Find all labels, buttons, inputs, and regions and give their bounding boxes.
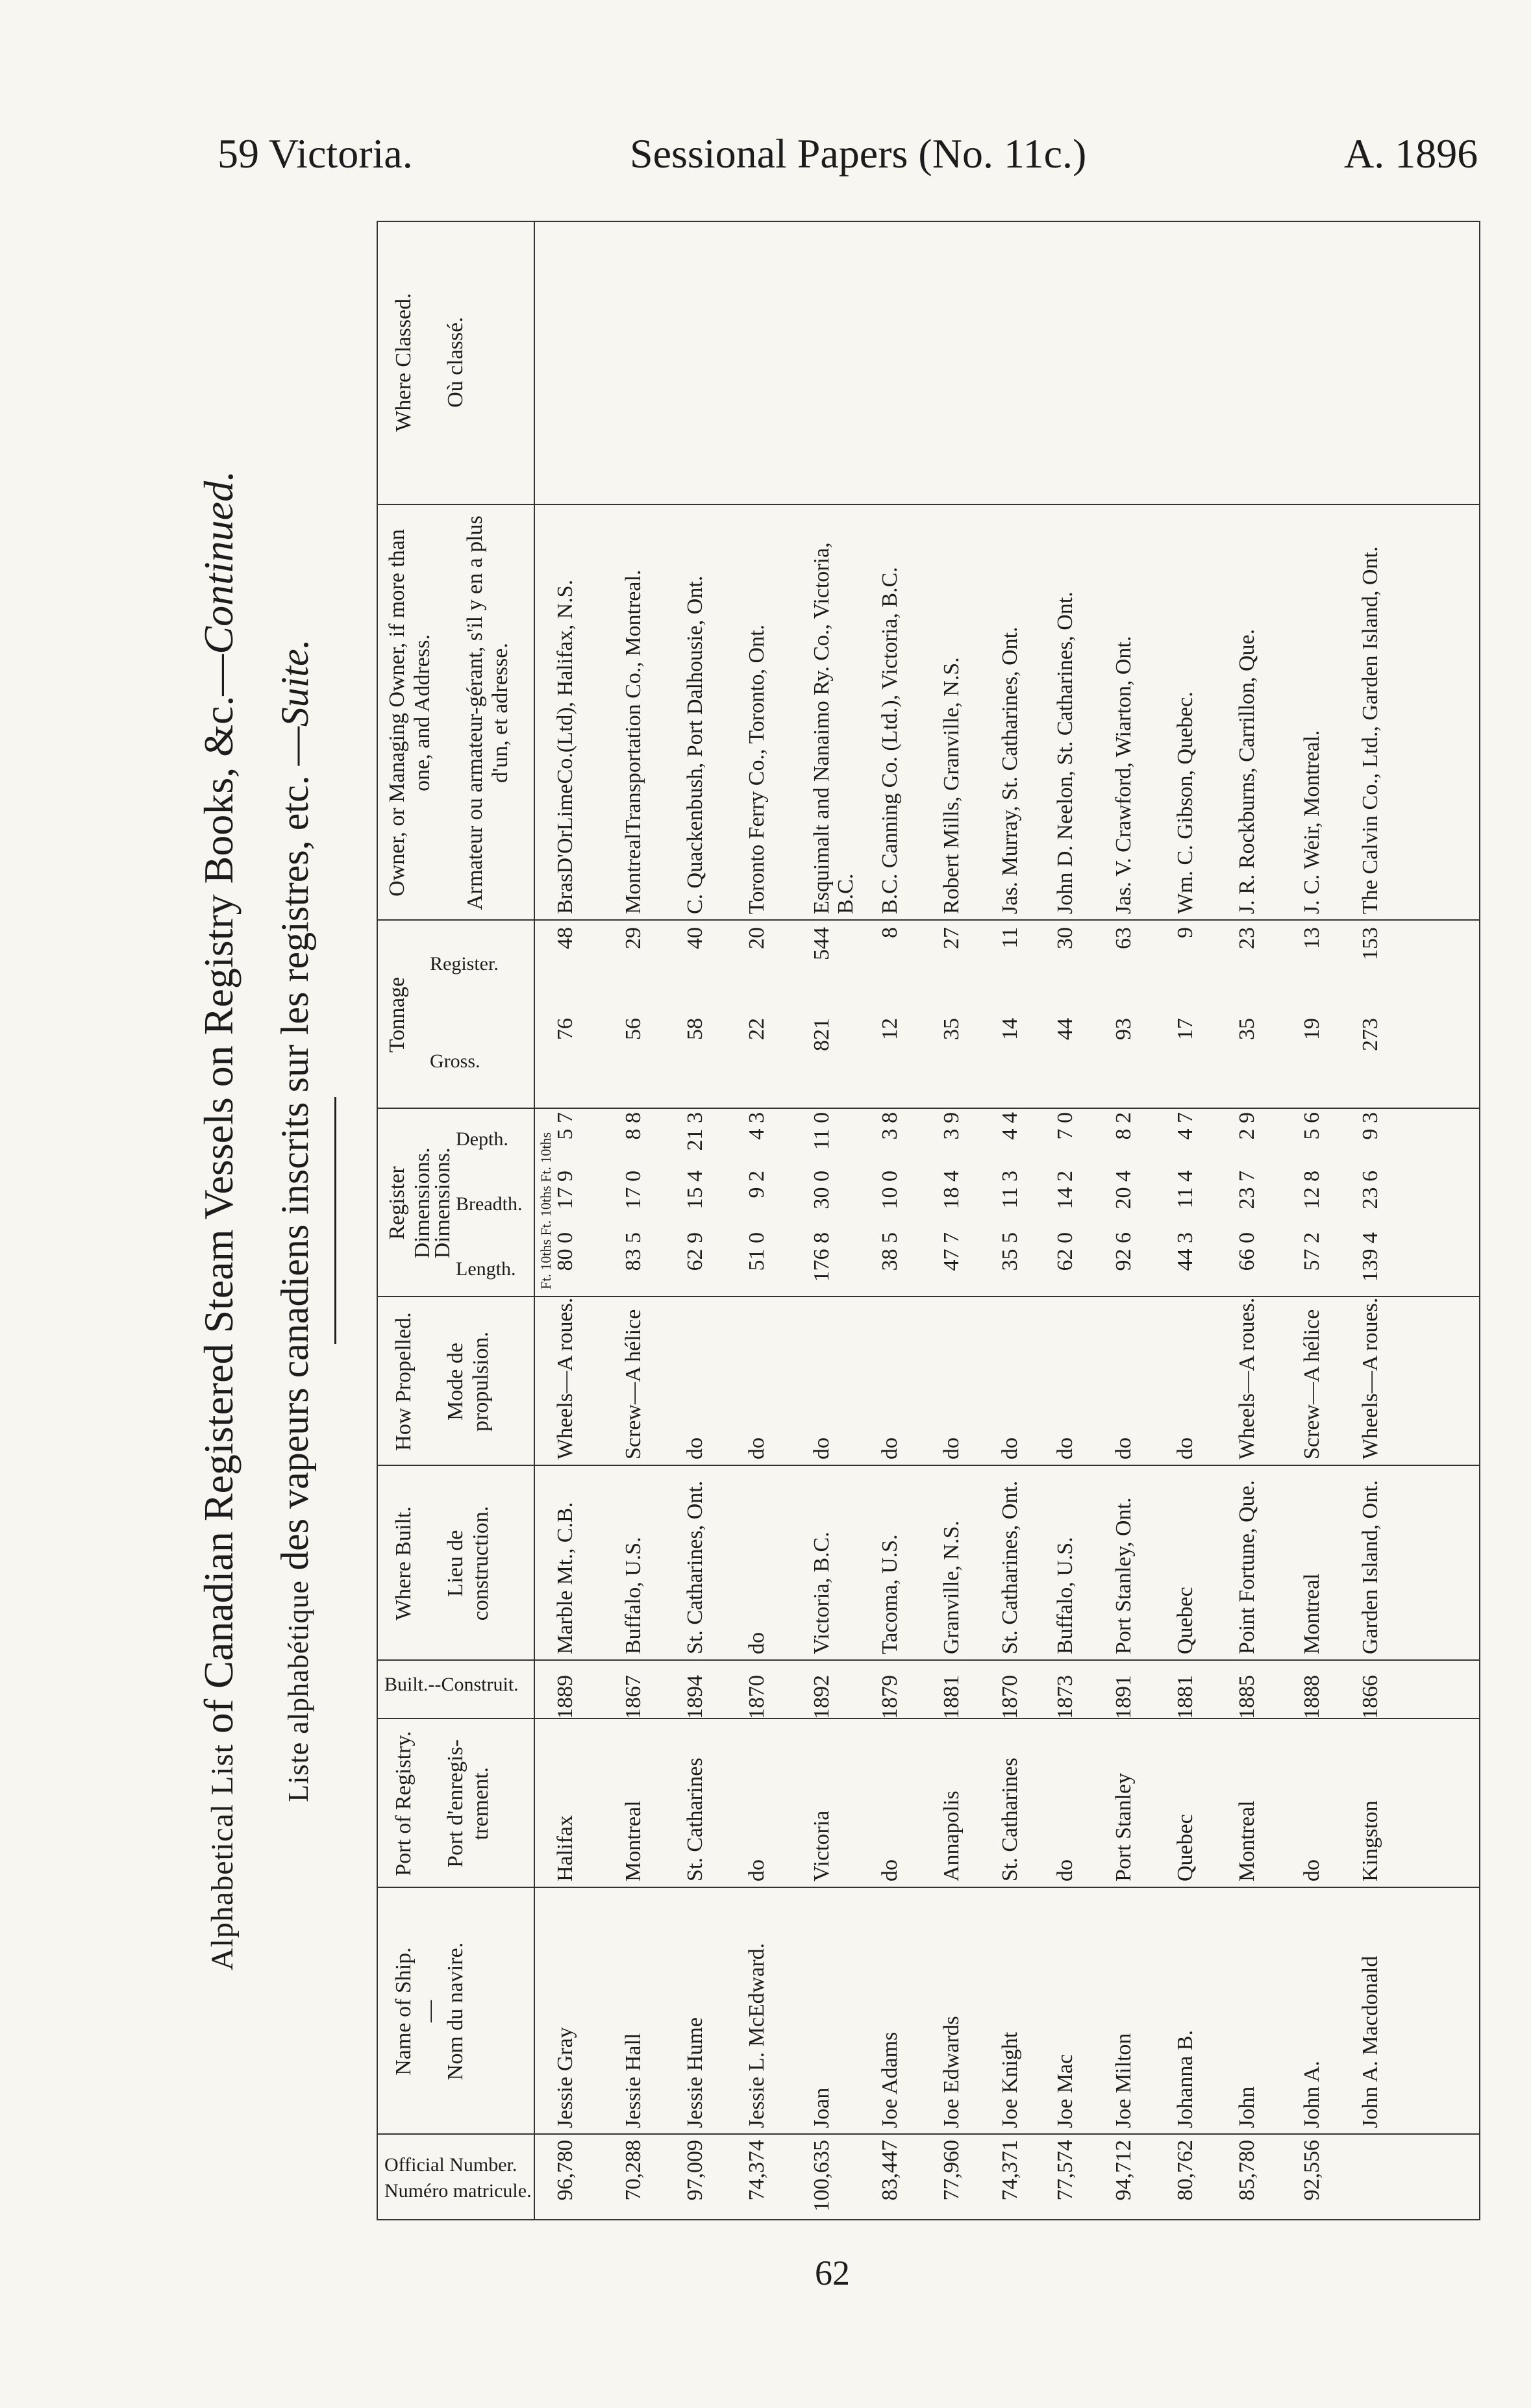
cell-where-built: Buffalo, U.S. [621,1537,645,1654]
vessel-table [377,221,1480,2220]
cell-where-built: Buffalo, U.S. [1053,1537,1077,1654]
cell-official-number: 92,556 [1300,2140,1324,2201]
cell-official-number: 85,780 [1235,2140,1259,2201]
header-dash: — [417,2000,442,2022]
cell-depth: 9 3 [1358,1112,1382,1140]
cell-ship-name: Jessie Hall [621,2033,645,2128]
cell-official-number: 83,447 [878,2140,902,2201]
cell-official-number: 100,635 [810,2140,834,2212]
cell-where-built: St. Catharines, Ont. [998,1480,1022,1654]
cell-owner: Jas. Murray, St. Catharines, Ont. [998,627,1022,914]
header-classed: Where Classed. [392,293,416,432]
cell-owner: C. Quackenbush, Port Dalhousie, Ont. [683,575,707,914]
col-divider [378,1108,1479,1109]
cell-breadth: 17 0 [621,1171,645,1210]
cell-propulsion: do [940,1437,964,1459]
cell-depth: 2 9 [1235,1112,1259,1140]
header-name: Name of Ship. [392,1947,416,2076]
cell-length: 47 7 [940,1232,964,1271]
cell-owner: J. R. Rockburns, Carrillon, Que. [1235,628,1259,914]
cell-register: 40 [683,927,707,949]
cell-port: do [745,1859,769,1881]
cell-where-built: Montreal [1300,1573,1324,1654]
cell-length: 35 5 [998,1232,1022,1271]
header-propelled: How Propelled. [392,1312,416,1451]
header-where-built: Where Built. [392,1506,416,1620]
cell-official-number: 77,960 [940,2140,964,2201]
cell-owner: B.C. Canning Co. (Ltd.), Victoria, B.C. [878,567,902,914]
cell-official-number: 70,288 [621,2140,645,2201]
cell-port: do [878,1859,902,1881]
cell-propulsion: do [683,1437,707,1459]
cell-port: Annapolis [940,1791,964,1881]
cell-propulsion: do [1053,1437,1077,1459]
cell-port: St. Catharines [998,1757,1022,1881]
subtitle-suite: Suite. [273,639,316,727]
cell-breadth: 30 0 [810,1171,834,1210]
cell-gross: 93 [1112,1018,1136,1040]
cell-breadth: 14 2 [1053,1171,1077,1210]
cell-gross: 273 [1358,1018,1382,1051]
title-continued: Continued. [195,470,242,654]
title-prefix: Alphabetical List [205,1744,240,1971]
cell-where-built: Tacoma, U.S. [878,1534,902,1654]
cell-port: St. Catharines [683,1757,707,1881]
cell-depth: 3 9 [940,1112,964,1140]
cell-ship-name: John A. Macdonald [1358,1955,1382,2128]
header-register-dims: Register Dimensions. [385,1147,435,1259]
cell-official-number: 74,371 [998,2140,1022,2201]
title-main: of Canadian Registered Steam Vessels on Registry Books, &c.— [195,654,242,1744]
cell-gross: 19 [1300,1018,1324,1040]
col-divider [378,1296,1479,1297]
header-depth: Depth. [456,1128,508,1150]
header-right: A. 1896 [1344,130,1478,177]
cell-port: Port Stanley [1112,1772,1136,1881]
cell-length: 62 9 [683,1232,707,1271]
cell-port: Kingston [1358,1800,1382,1881]
cell-ship-name: Joe Adams [878,2031,902,2128]
header-bottom-rule [534,222,535,2219]
cell-ship-name: Joe Knight [998,2031,1022,2128]
cell-propulsion: do [810,1437,834,1459]
cell-breadth: 20 4 [1112,1171,1136,1210]
cell-depth: 3 8 [878,1112,902,1140]
cell-register: 11 [998,927,1022,949]
cell-where-built: Marble Mt., C.B. [553,1502,577,1654]
cell-port: Montreal [1235,1800,1259,1881]
cell-where-built: Port Stanley, Ont. [1112,1497,1136,1654]
cell-depth: 4 3 [745,1112,769,1140]
cell-breadth: 23 6 [1358,1171,1382,1210]
header-tonnage: Tonnage [385,976,409,1053]
cell-register: 20 [745,927,769,949]
cell-breadth: 23 7 [1235,1171,1259,1210]
cell-port: Victoria [810,1810,834,1881]
cell-breadth: 11 4 [1173,1171,1197,1209]
col-divider [378,919,1479,921]
cell-propulsion: Screw—A hélice [1300,1309,1324,1459]
cell-owner: Esquimalt and Nanaimo Ry. Co., Victoria, B.C. [810,542,858,914]
cell-propulsion: do [998,1437,1022,1459]
header-breadth: Breadth. [456,1193,523,1215]
cell-propulsion: Wheels—A roues. [1358,1297,1382,1459]
cell-register: 23 [1235,927,1259,949]
cell-register: 8 [878,927,902,938]
cell-official-number: 77,574 [1053,2140,1077,2201]
cell-port: Halifax [553,1815,577,1881]
cell-official-number: 80,762 [1173,2140,1197,2201]
cell-length: 139 4 [1358,1232,1382,1282]
cell-gross: 17 [1173,1018,1197,1040]
cell-year: 1892 [810,1675,834,1719]
cell-register: 30 [1053,927,1077,949]
header-units: Ft. 10ths Ft. 10ths Ft. 10ths [538,1132,554,1289]
cell-gross: 821 [810,1018,834,1051]
cell-ship-name: Jessie Hume [683,2017,707,2128]
cell-owner: J. C. Weir, Montreal. [1300,730,1324,914]
cell-depth: 5 7 [553,1112,577,1140]
cell-length: 176 8 [810,1232,834,1282]
cell-owner: The Calvin Co., Ltd., Garden Island, Ont. [1358,546,1382,914]
header-owner-fr: Armateur ou armateur-gérant, s'il y en a plus d'un, et adresse. [463,515,513,910]
cell-length: 44 3 [1173,1232,1197,1271]
cell-where-built: Quebec [1173,1587,1197,1654]
cell-where-built: Garden Island, Ont. [1358,1480,1382,1654]
cell-gross: 56 [621,1018,645,1040]
cell-length: 92 6 [1112,1232,1136,1271]
cell-owner: MontrealTransportation Co., Montreal. [621,569,645,914]
cell-length: 83 5 [621,1232,645,1271]
header-numero: Numéro matricule. [384,2180,532,2202]
col-divider [378,1465,1479,1466]
cell-gross: 35 [940,1018,964,1040]
cell-owner: Robert Mills, Granville, N.S. [940,657,964,914]
cell-gross: 76 [553,1018,577,1040]
cell-depth: 8 2 [1112,1112,1136,1140]
cell-year: 1870 [998,1675,1022,1719]
cell-propulsion: do [878,1437,902,1459]
subtitle-prefix: Liste alphabétique [282,1580,314,1802]
col-divider [378,504,1479,505]
header-port-fr: Port d'enregis- trement. [443,1739,493,1868]
cell-official-number: 96,780 [553,2140,577,2201]
cell-where-built: Granville, N.S. [940,1521,964,1654]
cell-length: 51 0 [745,1232,769,1271]
cell-gross: 58 [683,1018,707,1040]
cell-breadth: 9 2 [745,1171,769,1198]
header-owner: Owner, or Managing Owner, if more than one, and Address. [385,529,435,897]
page-title [195,221,243,2220]
cell-gross: 44 [1053,1018,1077,1040]
cell-year: 1873 [1053,1675,1077,1719]
cell-year: 1885 [1235,1675,1259,1719]
cell-ship-name: Joe Milton [1112,2033,1136,2128]
cell-register: 13 [1300,927,1324,949]
cell-breadth: 12 8 [1300,1171,1324,1210]
cell-year: 1894 [683,1675,707,1719]
cell-year: 1891 [1112,1675,1136,1719]
cell-gross: 22 [745,1018,769,1040]
cell-breadth: 15 4 [683,1171,707,1210]
cell-register: 153 [1358,927,1382,960]
col-divider [378,1659,1479,1661]
cell-where-built: Victoria, B.C. [810,1532,834,1654]
cell-ship-name: John [1235,2086,1259,2128]
cell-owner: Wm. C. Gibson, Quebec. [1173,691,1197,914]
rotated-page-content [195,221,1493,2220]
header-register: Register. [430,953,499,974]
cell-register: 48 [553,927,577,949]
cell-official-number: 97,009 [683,2140,707,2201]
cell-where-built: do [745,1632,769,1654]
cell-ship-name: John A. [1300,2061,1324,2128]
header-classed-fr: Où classé. [443,317,467,408]
cell-gross: 35 [1235,1018,1259,1040]
cell-depth: 5 6 [1300,1112,1324,1140]
header-left: 59 Victoria. [218,130,413,177]
cell-ship-name: Jessie L. McEdward. [745,1943,769,2128]
cell-propulsion: Wheels—A roues. [1235,1297,1259,1459]
cell-year: 1867 [621,1675,645,1719]
header-center: Sessional Papers (No. 11c.) [630,130,1087,177]
header-official-number: Official Number. [384,2154,517,2176]
cell-propulsion: Screw—A hélice [621,1309,645,1459]
cell-register: 29 [621,927,645,949]
cell-year: 1889 [553,1675,577,1719]
header-port: Port of Registry. [392,1731,416,1876]
page-number: 62 [815,2253,850,2292]
header-name-fr: Nom du navire. [443,1942,467,2081]
cell-port: do [1300,1859,1324,1881]
col-divider [378,2133,1479,2135]
title-rule [334,1097,336,1344]
cell-owner: Toronto Ferry Co., Toronto, Ont. [745,624,769,914]
cell-depth: 4 4 [998,1112,1022,1140]
cell-length: 62 0 [1053,1232,1077,1271]
cell-gross: 12 [878,1018,902,1040]
header-gross: Gross. [430,1050,480,1072]
header-built: Built.--Construit. [384,1674,519,1695]
cell-official-number: 94,712 [1112,2140,1136,2201]
col-divider [378,1887,1479,1888]
cell-year: 1879 [878,1675,902,1719]
cell-propulsion: do [1112,1437,1136,1459]
cell-ship-name: Johanna B. [1173,2029,1197,2128]
cell-year: 1881 [1173,1675,1197,1719]
cell-length: 80 0 [553,1232,577,1271]
cell-year: 1870 [745,1675,769,1719]
cell-breadth: 17 9 [553,1171,577,1210]
cell-register: 27 [940,927,964,949]
cell-length: 66 0 [1235,1232,1259,1271]
cell-year: 1888 [1300,1675,1324,1719]
cell-register: 9 [1173,927,1197,938]
cell-register: 63 [1112,927,1136,949]
page-subtitle [273,221,317,2220]
cell-port: do [1053,1859,1077,1881]
header-propelled-fr: Mode de propulsion. [443,1332,493,1432]
cell-breadth: 10 0 [878,1171,902,1210]
cell-breadth: 11 3 [998,1171,1022,1209]
cell-breadth: 18 4 [940,1171,964,1210]
header-dims-fr: Dimensions. [430,1147,454,1259]
cell-owner: Jas. V. Crawford, Wiarton, Ont. [1112,636,1136,914]
cell-depth: 8 8 [621,1112,645,1140]
cell-ship-name: Joe Mac [1053,2054,1077,2128]
cell-port: Quebec [1173,1814,1197,1881]
header-where-built-fr: Lieu de construction. [443,1506,493,1621]
cell-depth: 7 0 [1053,1112,1077,1140]
cell-length: 57 2 [1300,1232,1324,1271]
header-length: Length. [456,1258,516,1280]
cell-propulsion: Wheels—A roues. [553,1297,577,1459]
subtitle-main: des vapeurs canadiens inscrits sur les registres, etc. — [273,726,316,1580]
cell-where-built: Point Fortune, Que. [1235,1480,1259,1654]
cell-ship-name: Joe Edwards [940,2016,964,2128]
cell-ship-name: Joan [810,2087,834,2128]
cell-ship-name: Jessie Gray [553,2027,577,2128]
cell-register: 544 [810,927,834,960]
cell-depth: 21 3 [683,1112,707,1151]
cell-owner: John D. Neelon, St. Catharines, Ont. [1053,591,1077,914]
cell-depth: 11 0 [810,1112,834,1150]
cell-length: 38 5 [878,1232,902,1271]
cell-propulsion: do [745,1437,769,1459]
cell-owner: BrasD'OrLimeCo.(Ltd), Halifax, N.S. [553,579,577,914]
cell-propulsion: do [1173,1437,1197,1459]
cell-where-built: St. Catharines, Ont. [683,1480,707,1654]
cell-gross: 14 [998,1018,1022,1040]
cell-year: 1881 [940,1675,964,1719]
cell-official-number: 74,374 [745,2140,769,2201]
cell-depth: 4 7 [1173,1112,1197,1140]
cell-year: 1866 [1358,1675,1382,1719]
cell-port: Montreal [621,1800,645,1881]
